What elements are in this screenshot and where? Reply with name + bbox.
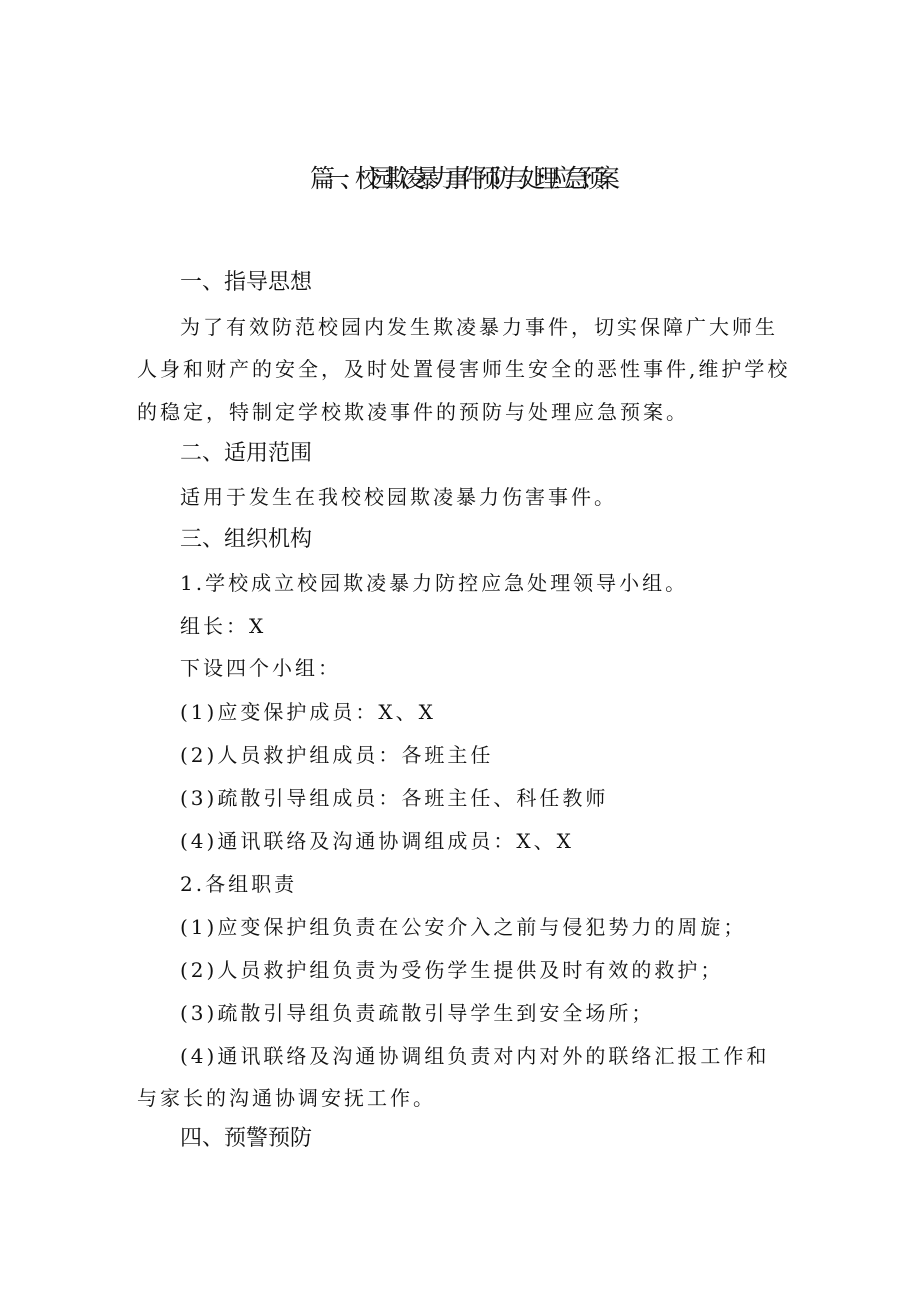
section-heading-organization: 三、组织机构 (180, 527, 313, 552)
paragraph-line: (4)通讯联络及沟通协调组成员：X、X (180, 829, 574, 853)
paragraph-line: 人身和财产的安全，及时处置侵害师生安全的恶性事件,维护学校 (137, 357, 791, 381)
paragraph-line: 的稳定，特制定学校欺凌事件的预防与处理应急预案。 (137, 400, 689, 424)
section-heading-early-warning: 四、预警预防 (180, 1126, 313, 1151)
paragraph-line: 适用于发生在我校校园欺凌暴力伤害事件。 (180, 485, 617, 509)
paragraph-line: (2)人员救护组负责为受伤学生提供及时有效的救护； (180, 958, 724, 982)
paragraph-line: (3)疏散引导组负责疏散引导学生到安全场所； (180, 1001, 655, 1025)
section-heading-guiding-ideology: 一、指导思想 (180, 270, 313, 295)
paragraph-line: 2.各组职责 (180, 872, 298, 896)
paragraph-line: 为了有效防范校园内发生欺凌暴力事件，切实保障广大师生 (180, 315, 778, 339)
paragraph-line: 1.学校成立校园欺凌暴力防控应急处理领导小组。 (180, 571, 689, 595)
section-heading-scope: 二、适用范围 (180, 441, 313, 466)
paragraph-line: (2)人员救护组成员：各班主任 (180, 743, 494, 767)
paragraph-line: 组长：X (180, 614, 267, 638)
paragraph-line: 下设四个小组： (180, 656, 341, 680)
paragraph-line: (1)应变保护成员：X、X (180, 700, 436, 724)
paragraph-line: (3)疏散引导组成员：各班主任、科任教师 (180, 786, 609, 810)
document-title: 篇一、校园欺凌暴力事件预防与处理应急预案 (309, 164, 610, 193)
paragraph-line: (1)应变保护组负责在公安介入之前与侵犯势力的周旋； (180, 915, 747, 939)
paragraph-line: (4)通讯联络及沟通协调组负责对内对外的联络汇报工作和 (180, 1044, 770, 1068)
paragraph-line: 与家长的沟通协调安抚工作。 (137, 1086, 436, 1110)
